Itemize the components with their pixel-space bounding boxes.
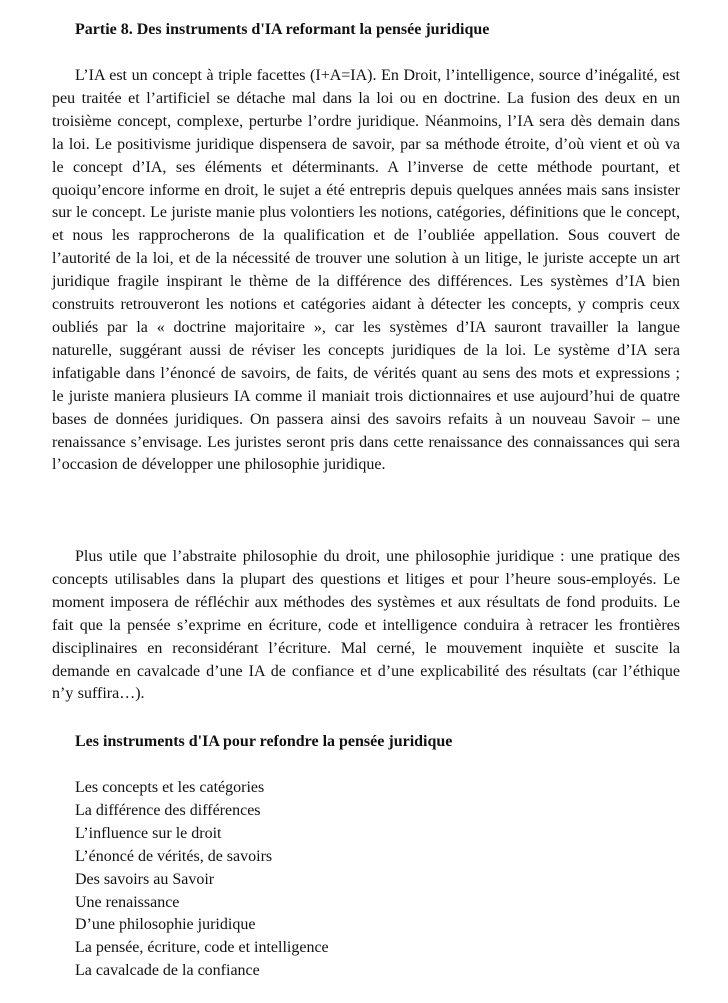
body-paragraph-1: L’IA est un concept à triple facettes (I+A=IA). En Droit, l’intelligence, source d’inégalité, est peu traitée et l’artificiel se détache mal dans la loi ou en doctrine. La fusion des deux en un troisième concept, complexe, perturbe l’ordre juridique. Néanmoins, l’IA sera dès demain dans la loi. Le positivisme juridique dispensera de savoir, par sa méthode étroite, d’où vient et où va le concept d’IA, ses éléments et déterminants. A l’inverse de cette méthode pourtant, et quoiqu’encore informe en droit, le sujet a été entrepris depuis quelques années mais sans insister sur le concept. Le juriste manie plus volontiers les notions, catégories, définitions que le concept, et nous les rapprocherons de la qualification et de l’oubliée appellation. Sous couvert de l’autorité de la loi, et de la nécessité de trouver une solution à un litige, le juriste accepte un art juridique fragile inspirant le thème de la différence des différences. Les systèmes d’IA bien construits retrouveront les notions et catégories aidant à détecter les concepts, y compris ceux oubliés par la « doctrine majoritaire », car les systèmes d’IA sauront travailler la langue naturelle, suggérant aussi de réviser les concepts juridiques de la loi. Le système d’IA sera infatigable dans l’énoncé de savoirs, de faits, de vérités quant au sens des mots et expressions ; le juriste maniera plusieurs IA comme il maniait trois dictionnaires et use aujourd’hui de quatre bases de données juridiques. On passera ainsi des savoirs refaits à un nouveau Savoir – une renaissance s’envisage. Les juristes seront pris dans cette renaissance des connaissances qui sera l’occasion de développer une philosophie juridique. — [52, 67, 680, 474]
list-item: La différence des différences — [75, 801, 261, 819]
list-item: D’une philosophie juridique — [75, 916, 256, 934]
list-item: Une renaissance — [75, 893, 180, 911]
body-paragraph-2: Plus utile que l’abstraite philosophie du droit, une philosophie juridique : une pratique des concepts utilisables dans la plupart des questions et litiges et pour l’heure sous-employés. Le moment imposera de réfléchir aux méthodes des systèmes et aux résultats de fond produits. Le fait que la pensée s’exprime en écriture, code et intelligence conduira à retracer les frontières disciplinaires en reconsidérant l’écriture. Mal cerné, le mouvement inquiète et suscite la demande en cavalcade d’une IA de confiance et d’une explicabilité des résultats (car l’éthique n’y suffira…). — [52, 548, 680, 703]
list-item: Des savoirs au Savoir — [75, 870, 215, 888]
part-title: Partie 8. Des instruments d'IA reformant la pensée juridique — [75, 21, 490, 38]
topic-list — [75, 777, 329, 983]
list-item: Les concepts et les catégories — [75, 779, 265, 796]
list-item: La cavalcade de la confiance — [75, 962, 260, 980]
list-item: L’influence sur le droit — [75, 824, 222, 842]
section-title: Les instruments d'IA pour refondre la pensée juridique — [75, 733, 453, 750]
list-item: La pensée, écriture, code et intelligence — [75, 939, 329, 957]
list-item: L’énoncé de vérités, de savoirs — [75, 847, 273, 865]
